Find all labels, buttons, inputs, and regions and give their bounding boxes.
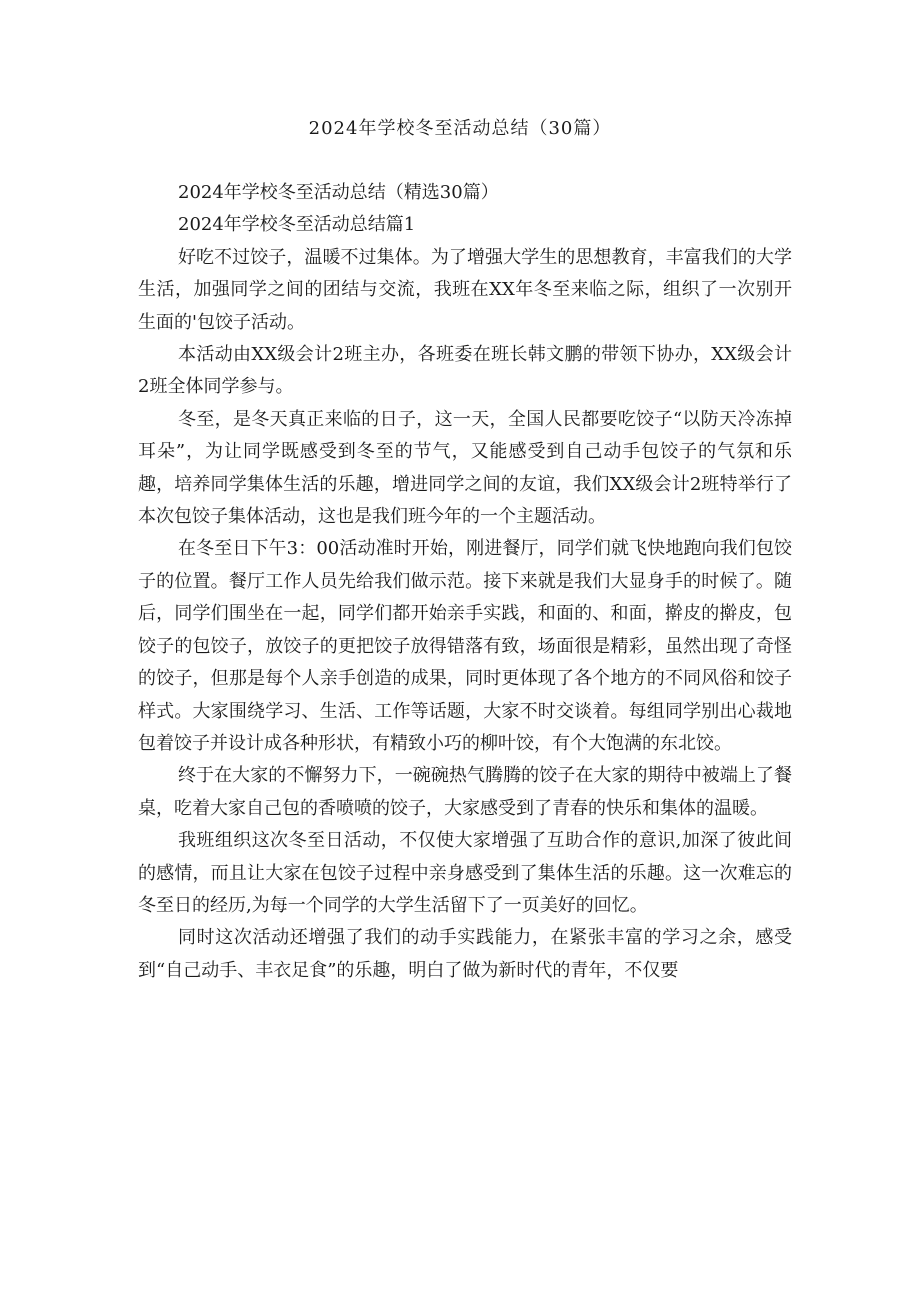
body-paragraph: 同时这次活动还增强了我们的动手实践能力，在紧张丰富的学习之余，感受到“自己动手、丰衣足食”的乐趣，明白了做为新时代的青年，不仅要 [138,927,792,981]
document-body [138,177,792,987]
body-paragraph: 在冬至日下午3：00活动准时开始，刚进餐厅，同学们就飞快地跑向我们包饺子的位置。餐厅工作人员先给我们做示范。接下来就是我们大显身手的时候了。随后，同学们围坐在一起，同学们都开始亲手实践，和面的、和面，擀皮的擀皮，包饺子的包饺子，放饺子的更把饺子放得错落有致，场面很是精彩，虽然出现了奇怪的饺子，但那是每个人亲手创造的成果，同时更体现了各个地方的不同风俗和饺子样式。大家围绕学习、生活、工作等话题，大家不时交谈着。每组同学别出心裁地包着饺子并设计成各种形状，有精致小巧的柳叶饺，有个大饱满的东北饺。 [138,538,792,754]
body-paragraph: 好吃不过饺子，温暖不过集体。为了增强大学生的思想教育，丰富我们的大学生活，加强同学之间的团结与交流，我班在XX年冬至来临之际，组织了一次别开生面的'包饺子活动。 [138,246,792,333]
body-paragraph: 本活动由XX级会计2班主办，各班委在班长韩文鹏的带领下协办，XX级会计2班全体同学参与。 [138,344,792,398]
body-paragraph: 我班组织这次冬至日活动，不仅使大家增强了互助合作的意识,加深了彼此间的感情，而且让大家在包饺子过程中亲身感受到了集体生活的乐趣。这一次难忘的冬至日的经历,为每一个同学的大学生活留下了一页美好的回忆。 [138,830,792,916]
body-paragraph: 终于在大家的不懈努力下，一碗碗热气腾腾的饺子在大家的期待中被端上了餐桌，吃着大家自己包的香喷喷的饺子，大家感受到了青春的快乐和集体的温暖。 [138,765,792,819]
body-paragraph: 冬至，是冬天真正来临的日子，这一天，全国人民都要吃饺子“以防天冷冻掉耳朵”，为让同学既感受到冬至的节气，又能感受到自己动手包饺子的气氛和乐趣，培养同学集体生活的乐趣，增进同学之间的友谊，我们XX级会计2班特举行了本次包饺子集体活动，这也是我们班今年的一个主题活动。 [138,408,792,528]
subtitle-paragraph: 2024年学校冬至活动总结（精选30篇） [178,182,499,203]
document-title: 2024年学校冬至活动总结（30篇） [308,118,612,139]
section-heading: 2024年学校冬至活动总结篇1 [178,214,416,236]
